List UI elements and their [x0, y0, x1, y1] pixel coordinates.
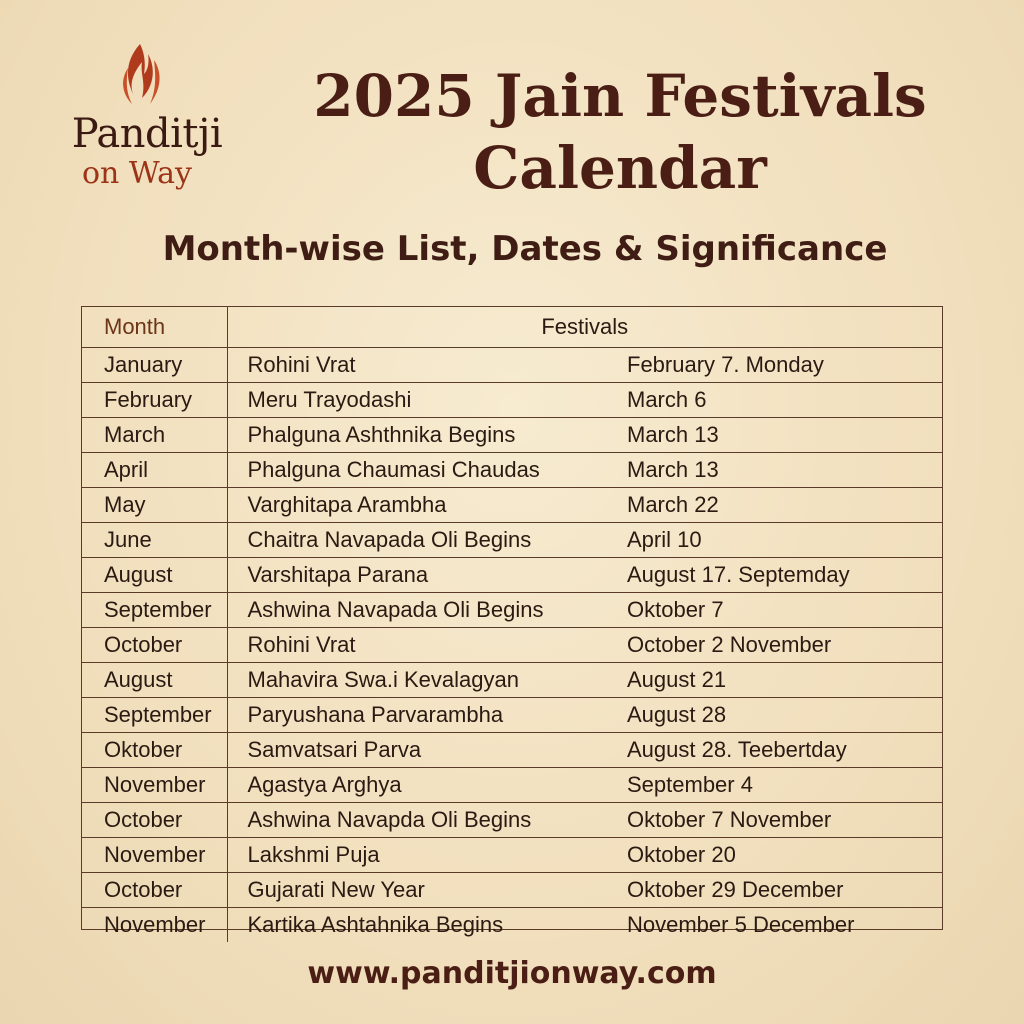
table-body — [82, 348, 942, 943]
table-row — [82, 838, 942, 873]
logo — [52, 40, 242, 200]
flame-icon — [112, 40, 172, 110]
month-cell: September — [82, 593, 227, 628]
page-title — [250, 60, 990, 204]
table-row — [82, 488, 942, 523]
table-row — [82, 383, 942, 418]
festival-cell: Paryushana Parvarambha — [227, 698, 627, 733]
festival-cell: Agastya Arghya — [227, 768, 627, 803]
table-row — [82, 523, 942, 558]
festival-cell: Varshitapa Parana — [227, 558, 627, 593]
logo-subtitle: on Way — [82, 156, 192, 191]
table-row — [82, 663, 942, 698]
festival-cell: Rohini Vrat — [227, 348, 627, 383]
month-cell: November — [82, 838, 227, 873]
title-line-2: Calendar — [473, 134, 767, 202]
table-row — [82, 768, 942, 803]
page-subtitle: Month-wise List, Dates & Significance — [162, 229, 888, 269]
table-row — [82, 453, 942, 488]
festival-cell: Lakshmi Puja — [227, 838, 627, 873]
month-cell: April — [82, 453, 227, 488]
month-cell: June — [82, 523, 227, 558]
date-cell: February 7. Monday — [627, 348, 942, 383]
festival-cell: Samvatsari Parva — [227, 733, 627, 768]
header-festivals: Festivals — [541, 314, 629, 339]
festival-cell: Varghitapa Arambha — [227, 488, 627, 523]
month-cell: October — [82, 873, 227, 908]
month-cell: March — [82, 418, 227, 453]
table-row — [82, 348, 942, 383]
month-cell: February — [82, 383, 227, 418]
month-cell: September — [82, 698, 227, 733]
table-row — [82, 558, 942, 593]
festival-cell: Ashwina Navapada Oli Begins — [227, 593, 627, 628]
month-cell: October — [82, 628, 227, 663]
date-cell: Oktober 7 November — [627, 803, 942, 838]
date-cell: August 28 — [627, 698, 942, 733]
date-cell: September 4 — [627, 768, 942, 803]
website-url: www.panditjionway.com — [307, 956, 717, 991]
date-cell: April 10 — [627, 523, 942, 558]
festival-cell: Phalguna Ashthnika Begins — [227, 418, 627, 453]
festival-cell: Ashwina Navapda Oli Begins — [227, 803, 627, 838]
month-cell: Oktober — [82, 733, 227, 768]
table-row — [82, 908, 942, 943]
table-row — [82, 803, 942, 838]
month-cell: August — [82, 558, 227, 593]
month-cell: August — [82, 663, 227, 698]
table-row — [82, 733, 942, 768]
table-row — [82, 593, 942, 628]
festival-table — [81, 306, 943, 937]
table-row — [82, 698, 942, 733]
month-cell: November — [82, 908, 227, 943]
title-line-1: 2025 Jain Festivals — [313, 62, 927, 130]
date-cell: August 21 — [627, 663, 942, 698]
month-cell: November — [82, 768, 227, 803]
date-cell: March 22 — [627, 488, 942, 523]
date-cell: March 13 — [627, 418, 942, 453]
month-cell: May — [82, 488, 227, 523]
date-cell: Oktober 29 December — [627, 873, 942, 908]
date-cell: March 13 — [627, 453, 942, 488]
month-cell: October — [82, 803, 227, 838]
date-cell: Oktober 7 — [627, 593, 942, 628]
table-row — [82, 418, 942, 453]
table-row — [82, 873, 942, 908]
month-cell: January — [82, 348, 227, 383]
festival-cell: Meru Trayodashi — [227, 383, 627, 418]
table-row — [82, 628, 942, 663]
logo-name: Panditji — [71, 111, 223, 157]
date-cell: October 2 November — [627, 628, 942, 663]
date-cell: August 28. Teebertday — [627, 733, 942, 768]
festival-cell: Kartika Ashtahnika Begins — [227, 908, 627, 943]
festival-cell: Mahavira Swa.i Kevalagyan — [227, 663, 627, 698]
header-month: Month — [82, 307, 227, 348]
date-cell: Oktober 20 — [627, 838, 942, 873]
date-cell: March 6 — [627, 383, 942, 418]
festival-cell: Rohini Vrat — [227, 628, 627, 663]
table-header-row — [82, 307, 942, 348]
date-cell: August 17. Septemday — [627, 558, 942, 593]
festival-cell: Phalguna Chaumasi Chaudas — [227, 453, 627, 488]
festival-cell: Chaitra Navapada Oli Begins — [227, 523, 627, 558]
festival-cell: Gujarati New Year — [227, 873, 627, 908]
date-cell: November 5 December — [627, 908, 942, 943]
